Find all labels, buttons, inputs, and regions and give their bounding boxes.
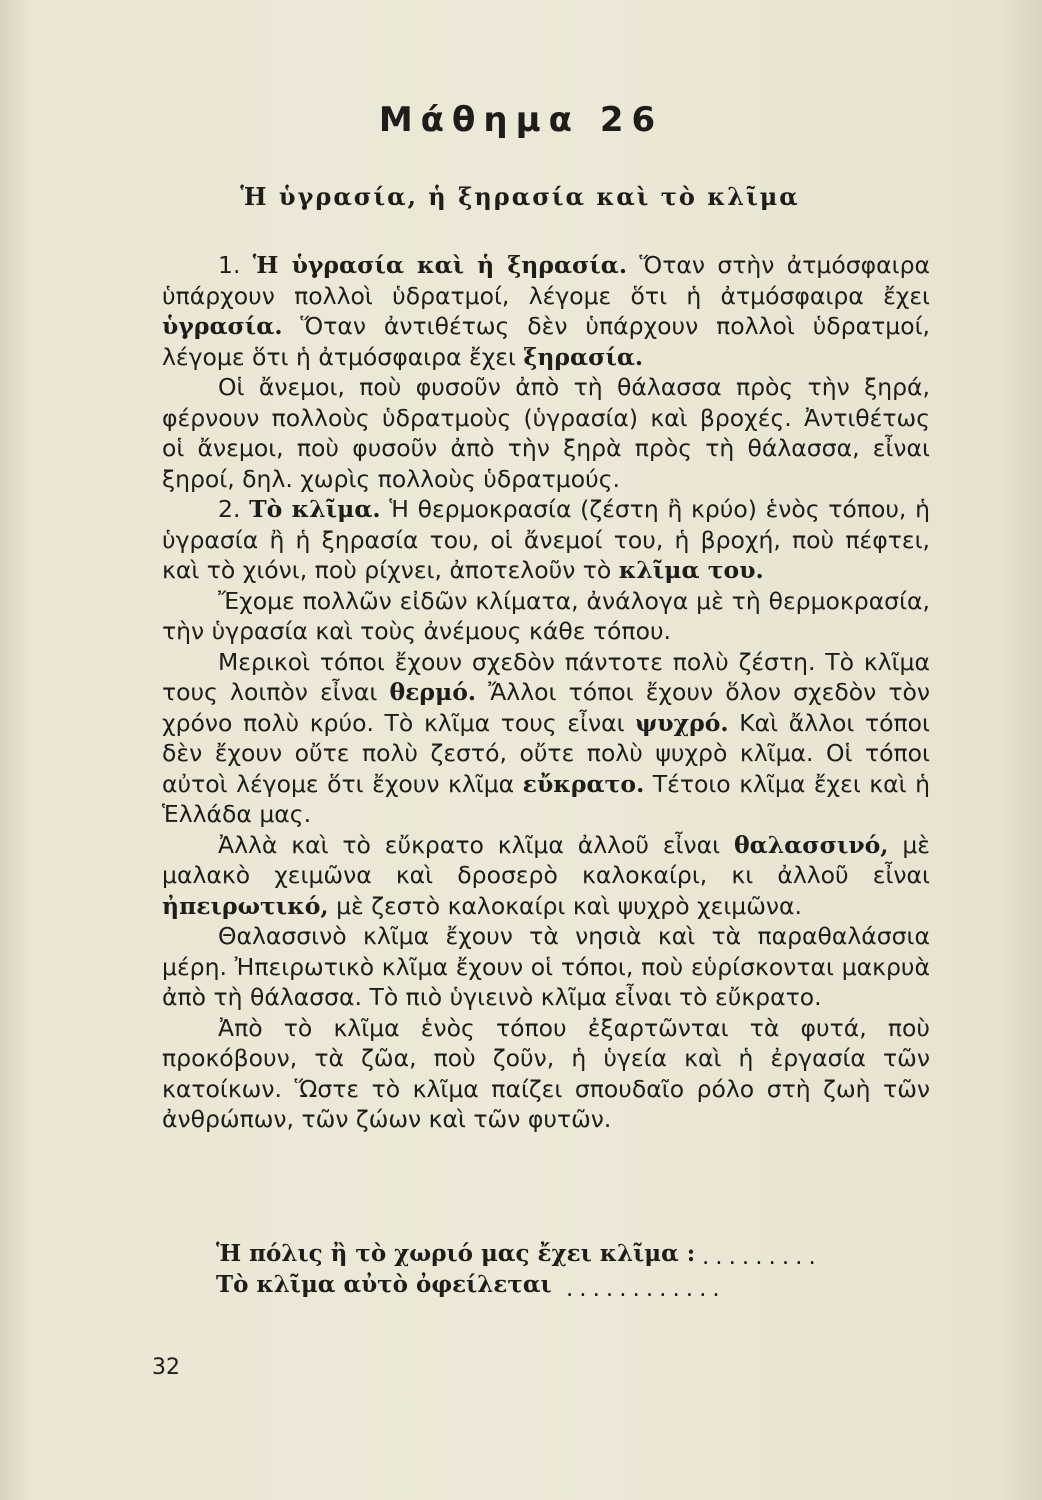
paragraph: 2. Τὸ κλῖμα. Ἡ θερμοκρασία (ζέστη ἢ κρύο) ἑνὸς τόπου, ἡ ὑγρασία ἢ ἡ ξηρασία του, οἱ ἄνεμοί του, ἡ βροχή, ποὺ πέφτει, καὶ τὸ χιόνι, ποὺ ρίχνει, ἀποτελοῦν τὸ κλῖμα του.	[162, 495, 930, 584]
fill-in-dots-2: ............	[566, 1276, 726, 1302]
body-text	[162, 250, 930, 1135]
exercise-line-1: Ἡ πόλις ἢ τὸ χωριό μας ἔχει κλῖμα :	[216, 1240, 696, 1267]
paragraph: Ἔχομε πολλῶν εἰδῶν κλίματα, ἀνάλογα μὲ τὴ θερμοκρασία, τὴν ὑγρασία καὶ τοὺς ἀνέμους κάθε τόπου.	[162, 586, 930, 645]
fill-in-dots-1: .........	[702, 1244, 822, 1270]
paragraph: Μερικοὶ τόποι ἔχουν σχεδὸν πάντοτε πολὺ ζέστη. Τὸ κλῖμα τους λοιπὸν εἶναι θερμό. Ἄλλοι τόποι ἔχουν ὅλον σχεδὸν τὸν χρόνο πολὺ κρύο. Τὸ κλῖμα τους εἶναι ψυχρό. Καὶ ἄλλοι τόποι δὲν ἔχουν οὔτε πολὺ ζεστό, οὔτε πολὺ ψυχρὸ κλῖμα. Οἱ τόποι αὐτοὶ λέγομε ὅτι ἔχουν κλῖμα εὔκρατο. Τέτοιο κλῖμα ἔχει καὶ ἡ Ἑλλάδα μας.	[162, 647, 930, 828]
paragraph: Οἱ ἄνεμοι, ποὺ φυσοῦν ἀπὸ τὴ θάλασσα πρὸς τὴν ξηρά, φέρνουν πολλοὺς ὑδρατμοὺς (ὑγρασία) καὶ βροχές. Ἀντιθέτως οἱ ἄνεμοι, ποὺ φυσοῦν ἀπὸ τὴν ξηρὰ πρὸς τὴ θάλασσα, εἶναι ξηροί, δηλ. χωρὶς πολλοὺς ὑδρατμούς.	[162, 373, 930, 493]
paragraph: 1. Ἡ ὑγρασία καὶ ἡ ξηρασία. Ὅταν στὴν ἀτμόσφαιρα ὑπάρχουν πολλοὶ ὑδρατμοί, λέγομε ὅτι ἡ ἀτμόσφαιρα ἔχει ὑγρασία. Ὅταν ἀντιθέτως δὲν ὑπάρχουν πολλοὶ ὑδρατμοί, λέγομε ὅτι ἡ ἀτμόσφαιρα ἔχει ξηρασία.	[162, 251, 930, 371]
paragraph: Θαλασσινὸ κλῖμα ἔχουν τὰ νησιὰ καὶ τὰ παραθαλάσσια μέρη. Ἠπειρωτικὸ κλῖμα ἔχουν οἱ τόποι, ποὺ εὑρίσκονται μακρυὰ ἀπὸ τὴ θάλασσα. Τὸ πιὸ ὑγιεινὸ κλῖμα εἶναι τὸ εὔκρατο.	[162, 922, 930, 1011]
exercise-line-2: Τὸ κλῖμα αὐτὸ ὀφείλεται	[216, 1271, 552, 1298]
page-number: 32	[152, 1355, 180, 1380]
lesson-title: Μάθημα 26	[378, 100, 664, 140]
paragraph: Ἀπὸ τὸ κλῖμα ἑνὸς τόπου ἐξαρτῶνται τὰ φυτά, ποὺ προκόβουν, τὰ ζῶα, ποὺ ζοῦν, ἡ ὑγεία καὶ ἡ ἐργασία τῶν κατοίκων. Ὥστε τὸ κλῖμα παίζει σπουδαῖο ρόλο στὴ ζωὴ τῶν ἀνθρώπων, τῶν ζώων καὶ τῶν φυτῶν.	[162, 1013, 930, 1133]
section-title: Ἡ ὑγρασία, ἡ ξηρασία καὶ τὸ κλῖμα	[240, 182, 800, 211]
paragraph: Ἀλλὰ καὶ τὸ εὔκρατο κλῖμα ἀλλοῦ εἶναι θαλασσινό, μὲ μαλακὸ χειμῶνα καὶ δροσερὸ καλοκαίρι, κι ἀλλοῦ εἶναι ἠπειρωτικό, μὲ ζεστὸ καλοκαίρι καὶ ψυχρὸ χειμῶνα.	[162, 830, 930, 920]
